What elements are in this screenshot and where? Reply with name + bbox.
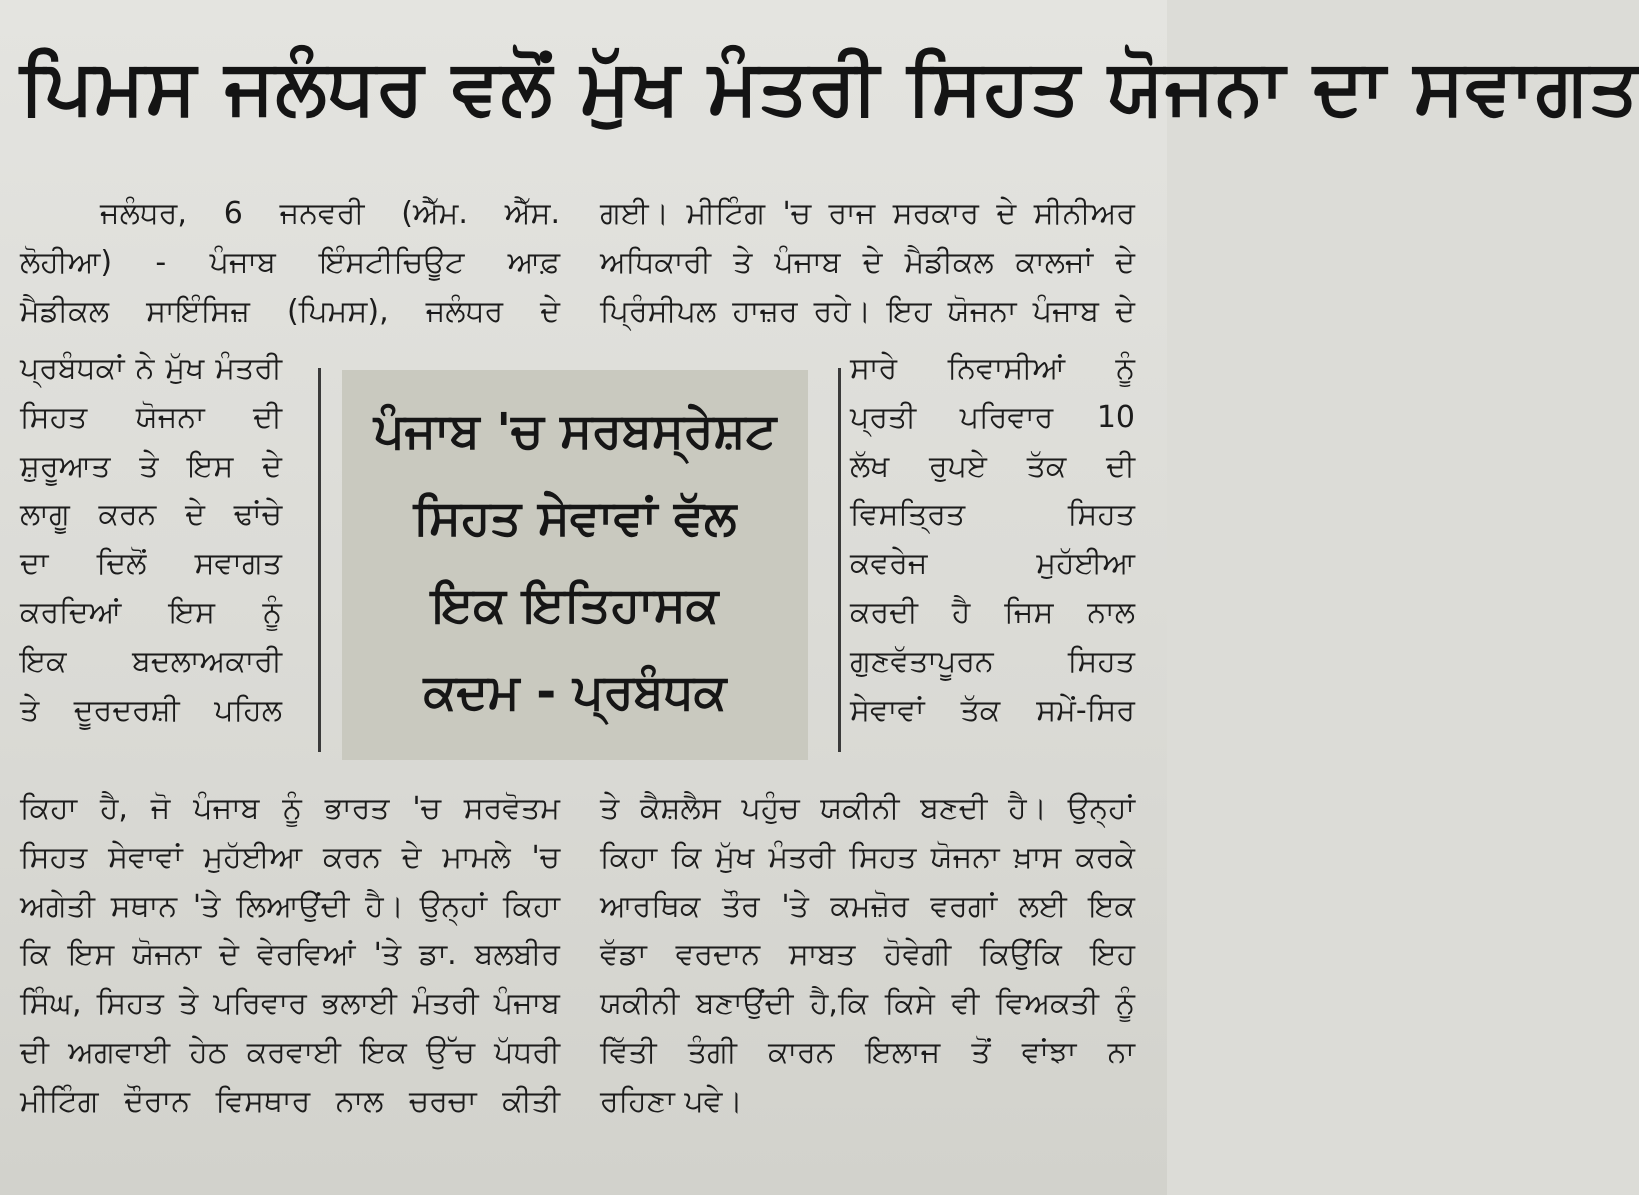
body-text-left-mid — [20, 345, 282, 735]
text-line: ਪ੍ਰਬੰਧਕਾਂ ਨੇ ਮੁੱਖ ਮੰਤਰੀ — [20, 351, 282, 386]
text-line: ਗਈ। ਮੀਟਿੰਗ 'ਚ ਰਾਜ ਸਰਕਾਰ ਦੇ ਸੀਨੀਅਰ — [600, 196, 1135, 231]
body-text-right-bottom — [600, 785, 1135, 1127]
text-line: ਸੇਵਾਵਾਂ ਤੱਕ ਸਮੇਂ-ਸਿਰ — [850, 692, 1135, 728]
body-text-left-bottom — [20, 785, 560, 1127]
text-line: ਪ੍ਰਿੰਸੀਪਲ ਹਾਜ਼ਰ ਰਹੇ। ਇਹ ਯੋਜਨਾ ਪੰਜਾਬ ਦੇ — [600, 293, 1135, 329]
text-line: ਅਧਿਕਾਰੀ ਤੇ ਪੰਜਾਬ ਦੇ ਮੈਡੀਕਲ ਕਾਲਜਾਂ ਦੇ — [600, 244, 1135, 280]
text-line: ਜਲੰਧਰ, 6 ਜਨਵਰੀ (ਐੱਮ. ਐੱਸ. — [100, 196, 560, 231]
text-line: ਕਵਰੇਜ ਮੁਹੱਈਆ — [850, 546, 1135, 582]
text-line: ਦੀ ਅਗਵਾਈ ਹੇਠ ਕਰਵਾਈ ਇਕ ਉੱਚ ਪੱਧਰੀ — [20, 1034, 560, 1070]
text-line: ਲਾਗੂ ਕਰਨ ਦੇ ਢਾਂਚੇ — [20, 497, 282, 533]
pull-quote-box — [342, 370, 808, 760]
text-line: ਤੇ ਕੈਸ਼ਲੈਸ ਪਹੁੰਚ ਯਕੀਨੀ ਬਣਦੀ ਹੈ। ਉਨ੍ਹਾਂ — [600, 791, 1135, 826]
text-line: ਯਕੀਨੀ ਬਣਾਉਂਦੀ ਹੈ,ਕਿ ਕਿਸੇ ਵੀ ਵਿਅਕਤੀ ਨੂੰ — [600, 986, 1135, 1022]
text-line: ਕਿ ਇਸ ਯੋਜਨਾ ਦੇ ਵੇਰਵਿਆਂ 'ਤੇ ਡਾ. ਬਲਬੀਰ — [20, 937, 560, 973]
text-line: ਲੱਖ ਰੁਪਏ ਤੱਕ ਦੀ — [850, 448, 1135, 484]
article-headline: ਪਿਮਸ ਜਲੰਧਰ ਵਲੋਂ ਮੁੱਖ ਮੰਤਰੀ ਸਿਹਤ ਯੋਜਨਾ ਦਾ ਸਵਾਗਤ — [20, 42, 1639, 131]
text-line: ਵੱਡਾ ਵਰਦਾਨ ਸਾਬਤ ਹੋਵੇਗੀ ਕਿਉਂਕਿ ਇਹ — [600, 937, 1135, 973]
text-line: ਸਿਹਤ ਸੇਵਾਵਾਂ ਮੁਹੱਈਆ ਕਰਨ ਦੇ ਮਾਮਲੇ 'ਚ — [20, 839, 560, 875]
text-line: ਵਿੱਤੀ ਤੰਗੀ ਕਾਰਨ ਇਲਾਜ ਤੋਂ ਵਾਂਝਾ ਨਾ — [600, 1034, 1135, 1070]
text-line: ਕਿਹਾ ਹੈ, ਜੋ ਪੰਜਾਬ ਨੂੰ ਭਾਰਤ 'ਚ ਸਰਵੋਤਮ — [20, 791, 560, 826]
text-line: ਮੈਡੀਕਲ ਸਾਇੰਸਿਜ਼ (ਪਿਮਸ), ਜਲੰਧਰ ਦੇ — [20, 293, 560, 329]
text-line: ਕਿਹਾ ਕਿ ਮੁੱਖ ਮੰਤਰੀ ਸਿਹਤ ਯੋਜਨਾ ਖ਼ਾਸ ਕਰਕੇ — [600, 839, 1135, 875]
column-divider — [318, 368, 321, 752]
text-line: ਕਰਦਿਆਂ ਇਸ ਨੂੰ — [20, 594, 282, 630]
text-line: ਪ੍ਰਤੀ ਪਰਿਵਾਰ 10 — [850, 399, 1135, 435]
text-line: ਸ਼ੁਰੂਆਤ ਤੇ ਇਸ ਦੇ — [20, 448, 282, 484]
body-text-left-top — [20, 190, 560, 336]
pull-quote-line: ਕਦਮ - ਪ੍ਰਬੰਧਕ — [423, 664, 727, 720]
text-line: ਆਰਥਿਕ ਤੌਰ 'ਤੇ ਕਮਜ਼ੋਰ ਵਰਗਾਂ ਲਈ ਇਕ — [600, 888, 1135, 924]
text-line: ਸਿੰਘ, ਸਿਹਤ ਤੇ ਪਰਿਵਾਰ ਭਲਾਈ ਮੰਤਰੀ ਪੰਜਾਬ — [20, 986, 560, 1022]
body-text-right-mid — [850, 345, 1135, 735]
pull-quote-line: ਪੰਜਾਬ 'ਚ ਸਰਬਸ੍ਰੇਸ਼ਟ — [373, 403, 777, 459]
text-line: ਅਗੇਤੀ ਸਥਾਨ 'ਤੇ ਲਿਆਉਂਦੀ ਹੈ। ਉਨ੍ਹਾਂ ਕਿਹਾ — [20, 888, 560, 924]
text-line: ਸਾਰੇ ਨਿਵਾਸੀਆਂ ਨੂੰ — [850, 351, 1135, 386]
text-line: ਲੋਹੀਆ) - ਪੰਜਾਬ ਇੰਸਟੀਚਿਊਟ ਆਫ਼ — [20, 244, 560, 280]
text-line: ਰਹਿਣਾ ਪਵੇ। — [600, 1083, 743, 1119]
text-line: ਵਿਸਤ੍ਰਿਤ ਸਿਹਤ — [850, 497, 1135, 533]
text-line: ਕਰਦੀ ਹੈ ਜਿਸ ਨਾਲ — [850, 594, 1135, 630]
pull-quote-line: ਇਕ ਇਤਿਹਾਸਕ — [431, 577, 719, 633]
text-line: ਮੀਟਿੰਗ ਦੌਰਾਨ ਵਿਸਥਾਰ ਨਾਲ ਚਰਚਾ ਕੀਤੀ — [20, 1083, 560, 1119]
text-line: ਇਕ ਬਦਲਾਅਕਾਰੀ — [20, 643, 282, 679]
column-divider — [838, 368, 841, 752]
body-text-right-top — [600, 190, 1135, 336]
text-line: ਸਿਹਤ ਯੋਜਨਾ ਦੀ — [20, 399, 282, 435]
pull-quote-line: ਸਿਹਤ ਸੇਵਾਵਾਂ ਵੱਲ — [413, 490, 737, 546]
text-line: ਤੇ ਦੂਰਦਰਸ਼ੀ ਪਹਿਲ — [20, 692, 282, 728]
text-line: ਗੁਣਵੱਤਾਪੂਰਨ ਸਿਹਤ — [850, 643, 1135, 679]
text-line: ਦਾ ਦਿਲੋਂ ਸਵਾਗਤ — [20, 546, 282, 582]
